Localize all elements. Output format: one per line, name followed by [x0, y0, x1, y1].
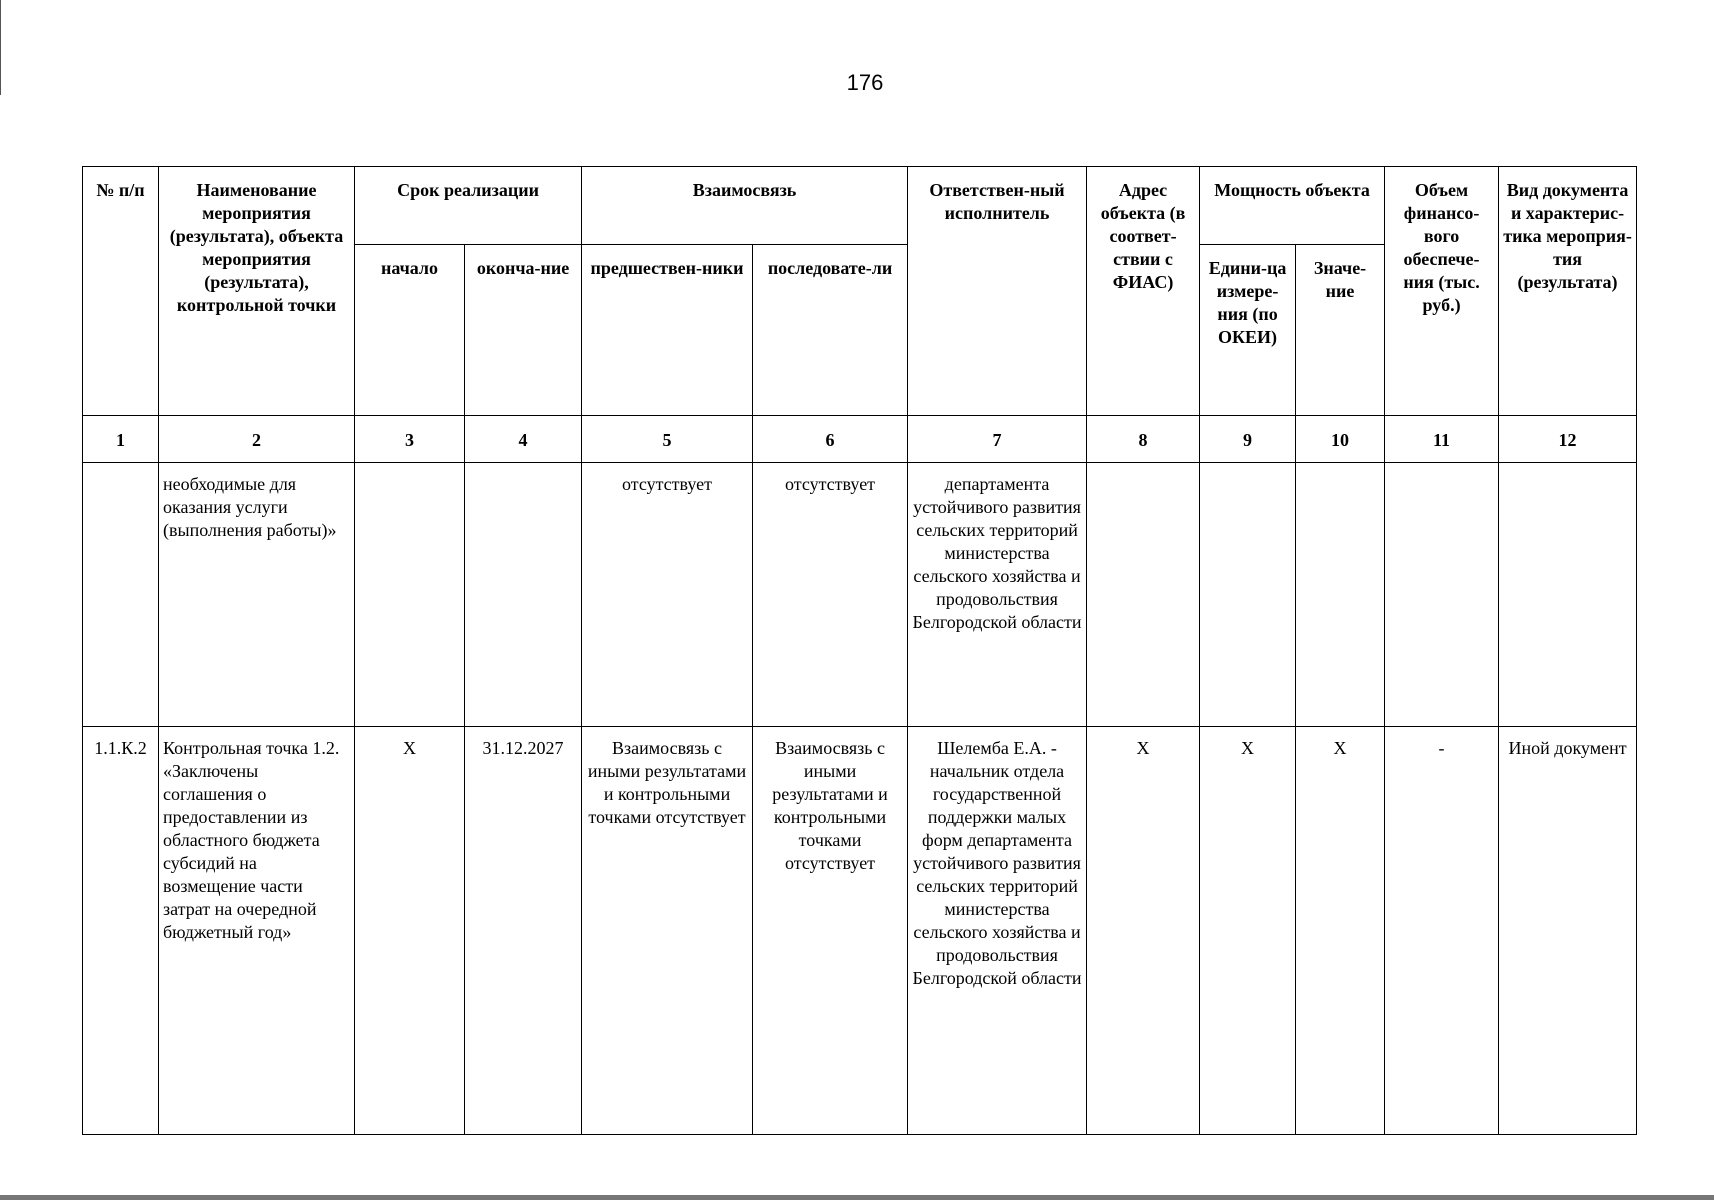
cell-predecessors: Взаимосвязь с иными результатами и контрольными точками отсутствует	[582, 727, 753, 1135]
cell-name: необходимые для оказания услуги (выполнения работы)»	[159, 463, 355, 727]
column-number: 9	[1200, 416, 1296, 463]
scan-edge-bottom	[0, 1195, 1714, 1200]
cell-num: 1.1.К.2	[83, 727, 159, 1135]
header-predecessors: предшествен-ники	[582, 245, 753, 416]
column-number: 3	[355, 416, 465, 463]
header-capacity: Мощность объекта	[1200, 167, 1385, 245]
header-successors: последовате-ли	[753, 245, 908, 416]
cell-predecessors: отсутствует	[582, 463, 753, 727]
plan-table	[82, 166, 1637, 1135]
cell-responsible: Шелемба Е.А. - начальник отдела государственной поддержки малых форм департамента устойчивого развития сельских территорий министерства сельского хозяйства и продовольствия Белгородской области	[908, 727, 1087, 1135]
header-value: Значе-ние	[1296, 245, 1385, 416]
column-number: 8	[1087, 416, 1200, 463]
cell-value	[1296, 463, 1385, 727]
column-number: 4	[465, 416, 582, 463]
header-deadline: Срок реализации	[355, 167, 582, 245]
header-num: № п/п	[83, 167, 159, 416]
cell-address: X	[1087, 727, 1200, 1135]
table-row	[83, 727, 1637, 1135]
cell-unit: X	[1200, 727, 1296, 1135]
header-unit: Едини-ца измере-ния (по ОКЕИ)	[1200, 245, 1296, 416]
cell-finance	[1385, 463, 1499, 727]
column-number: 12	[1499, 416, 1637, 463]
header-finance: Объем финансо-вого обеспече-ния (тыс. руб.)	[1385, 167, 1499, 416]
column-number: 6	[753, 416, 908, 463]
cell-doc-type: Иной документ	[1499, 727, 1637, 1135]
column-number: 11	[1385, 416, 1499, 463]
column-number: 1	[83, 416, 159, 463]
header-responsible: Ответствен-ный исполнитель	[908, 167, 1087, 416]
cell-name: Контрольная точка 1.2. «Заключены соглашения о предоставлении из областного бюджета субсидий на возмещение части затрат на очередной бюджетный год»	[159, 727, 355, 1135]
cell-responsible: департамента устойчивого развития сельских территорий министерства сельского хозяйства и продовольствия Белгородской области	[908, 463, 1087, 727]
column-number: 5	[582, 416, 753, 463]
table-row	[83, 463, 1637, 727]
cell-start: X	[355, 727, 465, 1135]
column-number: 7	[908, 416, 1087, 463]
cell-finance: -	[1385, 727, 1499, 1135]
cell-end: 31.12.2027	[465, 727, 582, 1135]
header-name: Наименование мероприятия (результата), объекта мероприятия (результата), контрольной точки	[159, 167, 355, 416]
cell-start	[355, 463, 465, 727]
header-start: начало	[355, 245, 465, 416]
cell-successors: Взаимосвязь с иными результатами и контрольными точками отсутствует	[753, 727, 908, 1135]
cell-doc-type	[1499, 463, 1637, 727]
cell-address	[1087, 463, 1200, 727]
cell-successors: отсутствует	[753, 463, 908, 727]
cell-end	[465, 463, 582, 727]
cell-value: X	[1296, 727, 1385, 1135]
header-relation: Взаимосвязь	[582, 167, 908, 245]
column-number-row	[83, 416, 1637, 463]
cell-num	[83, 463, 159, 727]
header-end: оконча-ние	[465, 245, 582, 416]
column-number: 2	[159, 416, 355, 463]
column-number: 10	[1296, 416, 1385, 463]
page-number: 176	[846, 70, 884, 95]
header-doc-type: Вид документа и характерис-тика мероприя-тия (результата)	[1499, 167, 1637, 416]
header-address: Адрес объекта (в соответ-ствии с ФИАС)	[1087, 167, 1200, 416]
cell-unit	[1200, 463, 1296, 727]
header-row-1	[83, 167, 1637, 245]
